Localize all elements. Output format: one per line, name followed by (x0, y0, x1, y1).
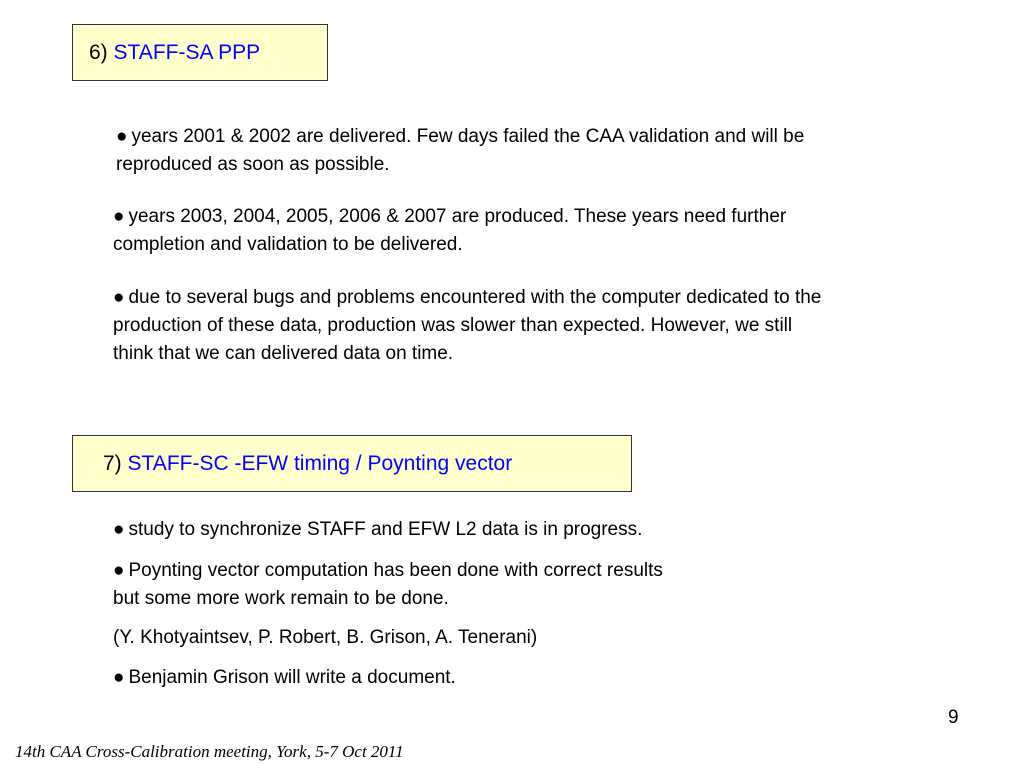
paragraph-line: Benjamin Grison will write a document. (128, 667, 456, 688)
bullet-paragraph (113, 203, 993, 259)
paragraph-line: reproduced as soon as possible. (116, 154, 390, 175)
credits-paragraph (113, 624, 993, 652)
footer-text: 14th CAA Cross-Calibration meeting, York, 5-7 Oct 2011 (15, 742, 404, 761)
bullet-paragraph (113, 516, 993, 544)
bullet-marker: ● (113, 560, 125, 581)
bullet-marker: ● (113, 519, 125, 540)
paragraph-line: Poynting vector computation has been done with correct results (128, 560, 663, 581)
section-7-title-box (72, 435, 632, 492)
paragraph-line: years 2003, 2004, 2005, 2006 & 2007 are produced. These years need further (128, 206, 787, 227)
paragraph-line: but some more work remain to be done. (113, 588, 449, 609)
bullet-marker: ● (113, 287, 125, 308)
paragraph-line: study to synchronize STAFF and EFW L2 data is in progress. (128, 519, 643, 540)
bullet-paragraph (116, 123, 996, 179)
bullet-paragraph (113, 284, 993, 368)
bullet-marker: ● (116, 126, 128, 147)
page-number: 9 (948, 707, 959, 728)
bullet-paragraph (113, 664, 993, 692)
bullet-marker: ● (113, 667, 125, 688)
paragraph-line: (Y. Khotyaintsev, P. Robert, B. Grison, A. Tenerani) (113, 627, 538, 648)
bullet-paragraph (113, 557, 993, 613)
paragraph-line: due to several bugs and problems encountered with the computer dedicated to the (128, 287, 822, 308)
paragraph-line: years 2001 & 2002 are delivered. Few days failed the CAA validation and will be (131, 126, 805, 147)
section-title: STAFF-SA PPP (113, 41, 261, 64)
paragraph-line: production of these data, production was slower than expected. However, we still (113, 315, 793, 336)
section-title: STAFF-SC -EFW timing / Poynting vector (127, 452, 513, 475)
paragraph-line: completion and validation to be delivered. (113, 234, 463, 255)
section-number: 7) (103, 452, 122, 475)
section-number: 6) (89, 41, 108, 64)
section-6-title-box (72, 24, 328, 81)
bullet-marker: ● (113, 206, 125, 227)
paragraph-line: think that we can delivered data on time. (113, 343, 454, 364)
